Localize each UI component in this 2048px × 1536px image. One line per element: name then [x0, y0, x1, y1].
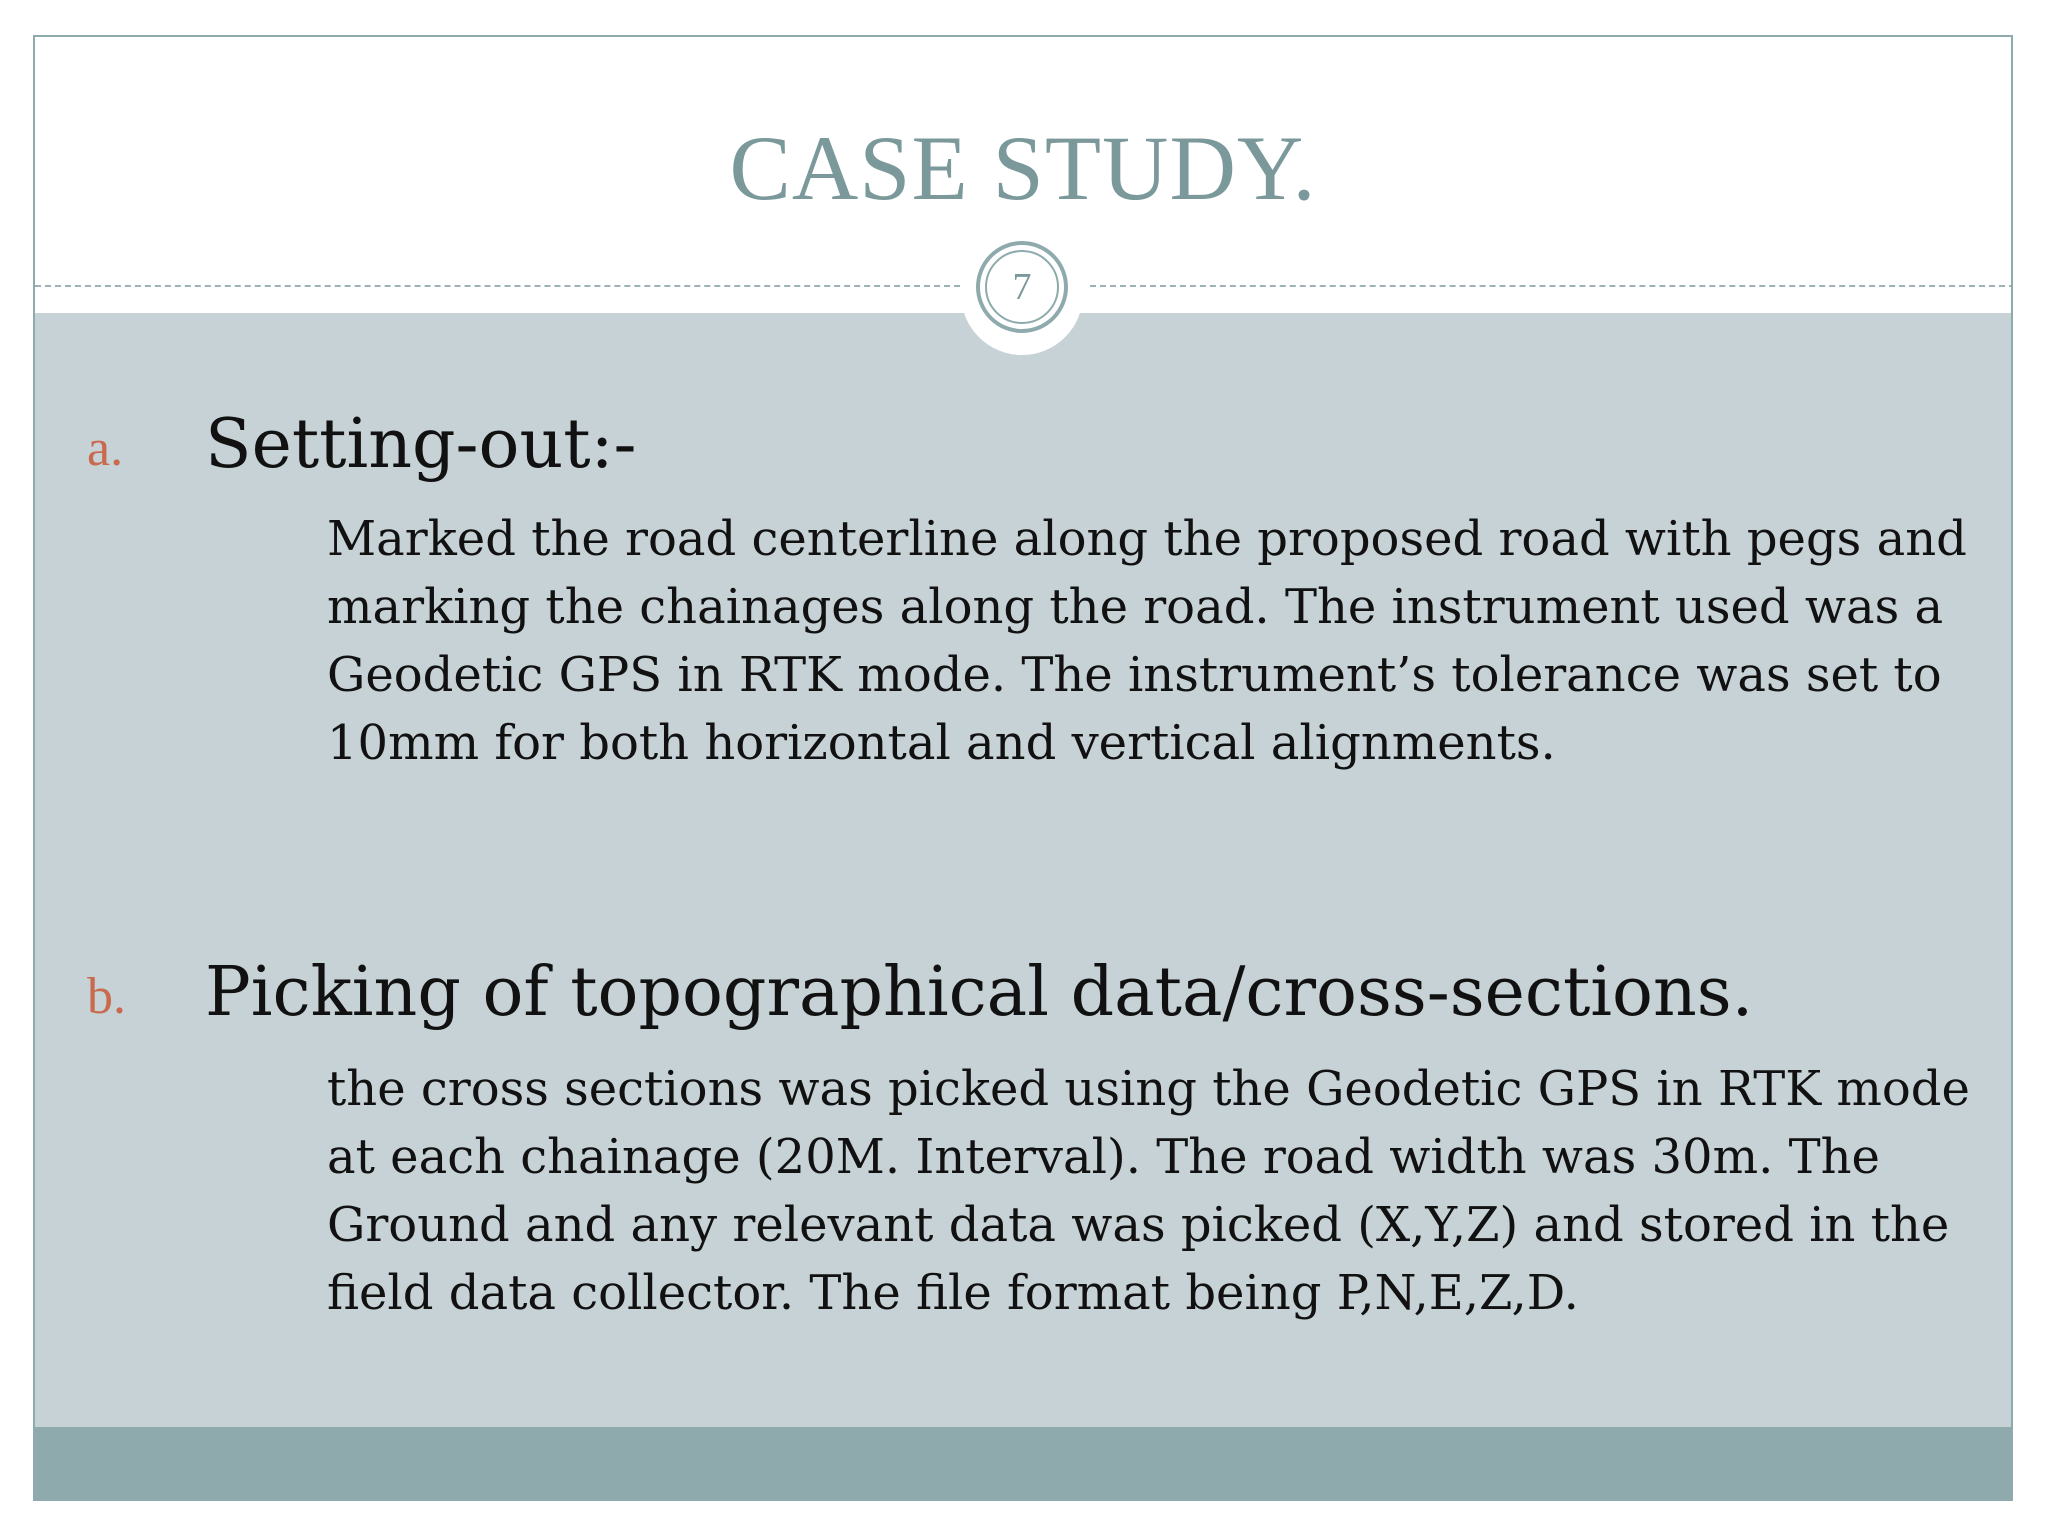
item-body-text: the cross sections was picked using the Geodetic GPS in RTK mode at each chainage (20M. Interval). The road width was 30m. The Ground and any relevant data was picked (X,Y,Z) and stored in the field data collector. The file format being P,N,E,Z,D.	[327, 1061, 1970, 1321]
list-marker: a.	[87, 420, 124, 477]
item-body-text: Marked the road centerline along the proposed road with pegs and marking the chainages along the road. The instrument used was a Geodetic GPS in RTK mode. The instrument’s tolerance was set to 10mm for both horizontal and vertical alignments.	[327, 511, 1967, 771]
item-heading: Picking of topographical data/cross-sections.	[205, 953, 1754, 1032]
slide-frame	[33, 35, 2013, 1501]
footer-bar	[35, 1427, 2011, 1499]
item-heading: Setting-out:-	[205, 405, 637, 484]
page-number: 7	[985, 250, 1059, 324]
header-divider-left	[35, 285, 970, 287]
list-marker: b.	[87, 968, 126, 1025]
header-divider-right	[1090, 285, 2013, 287]
page-number-ring	[976, 241, 1068, 333]
slide-title: CASE STUDY.	[729, 117, 1317, 219]
slide-content-area	[35, 313, 2011, 1433]
page-number-badge	[961, 233, 1083, 355]
